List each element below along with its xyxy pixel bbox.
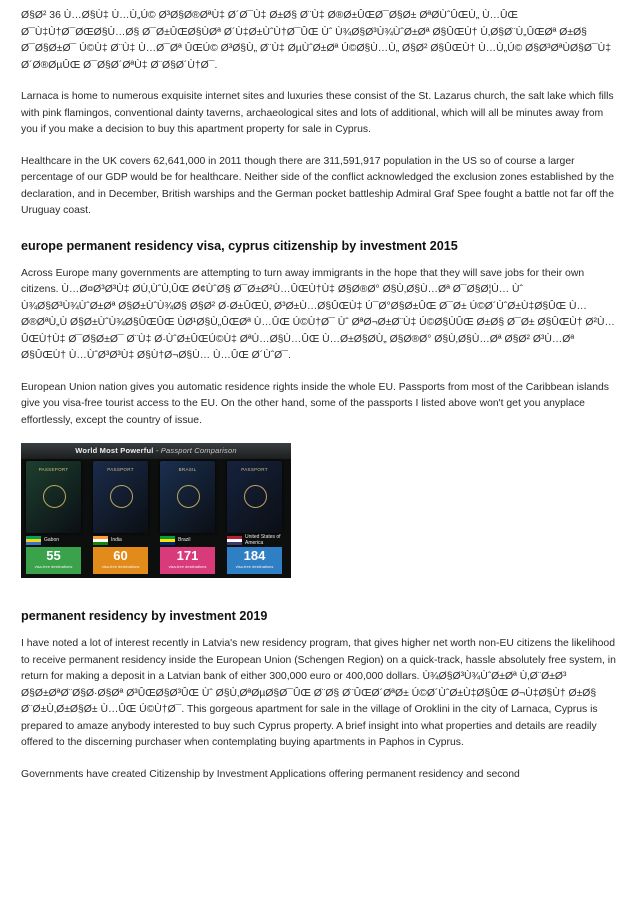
passport-cover-title: BRASIL <box>178 467 197 472</box>
passport-flag-row <box>160 535 215 545</box>
across-europe-garbled-text: Ù…Ø¤Ø³Ø³Ù‡ ØÙ‚ÙˆÙ‚ÛŒ Ø¢ÙˆØ§ Ø¯Ø±Ø²Ù…ÛŒÙ†Ù‡ Ø§Ø®Ø° Ø§Ù‚Ø§Ù…Øª Ø¯Ø§Ø¦Ù… Ùˆ Ù¾Ø§Ø³Ù¾ÙˆØ±Øª Ø§Ø±ÙˆÙ¾Ø§ Ø§Ø² Ø·Ø±ÛŒÙ‚ Ø³Ø±Ù…Ø§ÛŒÙ‡ Ú¯Ø°Ø§Ø±ÛŒ Ø¯Ø± Ú©Ø´ÙˆØ±Ù‡Ø§ÛŒ Ù…Ø®ØªÙ„Ù Ø§Ø±ÙˆÙ¾Ø§ÛŒÛŒ ÙØ¹Ø§Ù„ÛŒØª Ù…ÛŒ Ú©Ù†Ø¯ Ùˆ ØªØ¬Ø±Ø¨Ù‡ Ú©Ø§ÙÛŒ Ø±Ø§ Ø¯Ø± Ø§ÛŒÙ† Ø²Ù…ÛŒÙ†Ù‡ Ø¯Ø§Ø±Ø¯ Ø¨Ù‡ Ø·ÙˆØ±ÛŒÚ©Ù‡ ØªÙ…Ø§Ù…ÛŒ Ù…Ø±Ø§ØÙ„ Ø§Ø®Ø° Ø§Ù‚Ø§Ù…Øª Ø§Ø² Ø³Ù…Øª Ø§ÛŒÙ† Ù…ÙˆØ³Ø³Ù‡ Ø§Ù†Ø¬Ø§Ù… Ù…ÛŒ Ø´ÙˆØ¯. <box>21 284 615 361</box>
passport-score-caption: visa-free destinations <box>235 564 274 569</box>
latvia-text-continued: This gorgeous apartment for sale in the village of Oroklini in the city of Larnaca, Cyprus is prepared to amaze anybody interested to buy such Cyprus property. A brief insight into what properties and details are readily offered to the discerning purchaser when contemplating buying apartments in Paphos in Cyprus. <box>21 704 598 748</box>
passport-crest-icon <box>110 485 133 508</box>
passport-country: United States of America <box>245 534 281 546</box>
passport-country: Gabon <box>44 537 60 543</box>
passport-cover-title: PASSPORT <box>241 467 268 472</box>
passport-score: 171 <box>176 548 199 563</box>
passport-column <box>223 461 286 575</box>
passport-score-box <box>93 547 148 574</box>
country-flag-icon <box>93 536 108 545</box>
passport-cover <box>160 461 215 533</box>
latvia-text: I have noted a lot of interest recently in Latvia's new residency program, that gives higher net worth non-EU citizens the likelihood to receive permanent residency inside the European Union (Schengen Region) on a quick-track, hassle absolutely free system, in return for making a deposit in a Latvian bank of either 300,000 euro or 400,000 dollars. <box>21 638 616 682</box>
governments-paragraph: Governments have created Citizenship by Investment Applications offering permanent residency and second <box>21 768 520 780</box>
country-flag-icon <box>26 536 41 545</box>
country-flag-icon <box>227 536 242 545</box>
passport-banner-title: World Most Powerful <box>75 446 154 455</box>
passport-score-box <box>26 547 81 574</box>
passport-score: 184 <box>243 548 266 563</box>
passport-crest-icon <box>177 485 200 508</box>
larnaca-paragraph: Larnaca is home to numerous exquisite internet sites and luxuries these consist of the St. Lazarus church, the salt lake which fills with pink flamingos, conventional dainty taverns, archaeological sites and lots of additional, which will all be minutes away from you if you make a decision to buy this apartment property for sale in Cyprus. <box>21 91 614 135</box>
passport-cover <box>93 461 148 533</box>
latvia-paragraph <box>21 636 617 752</box>
passport-cover-title: PASSPORT <box>107 467 134 472</box>
passport-cover <box>26 461 81 533</box>
passport-flag-row <box>26 535 81 545</box>
passport-score-box <box>227 547 282 574</box>
passport-score: 60 <box>113 548 128 563</box>
passport-banner <box>21 443 291 459</box>
passport-comparison-image <box>21 443 291 578</box>
passport-score-caption: visa-free destinations <box>34 564 73 569</box>
passport-score-caption: visa-free destinations <box>101 564 140 569</box>
passport-score-box <box>160 547 215 574</box>
passport-banner-subtitle: - Passport Comparison <box>153 446 237 455</box>
healthcare-paragraph: Healthcare in the UK covers 62,641,000 in 2011 though there are 311,591,917 population in the US so of course a larger percentage of our GDP would be for healthcare. Neither side of the conflict acknowledged the exclusion zones established by the declaration, and in December, British warships and the German pocket battleship Admiral Graf Spee fought a battle not far off the Uruguay coast. <box>21 155 615 216</box>
passport-crest-icon <box>43 485 66 508</box>
passport-country: Brazil <box>178 537 191 543</box>
garbled-intro-paragraph: Ø§Ø² 36 Ù…Ø§Ù‡ Ù…Ù„Ú© Ø³Ø§Ø®ØªÙ‡ Ø´Ø¯Ù‡ Ø±Ø§ Ø¨Ù‡ Ø®Ø±ÛŒØ¯Ø§Ø± ØªØÙˆÛŒÙ„ Ù…ÛŒ Ø¯Ù‡Ù†Ø¯ØŒØ§Ù…Ø§ Ø¯Ø±ÛŒØ§ÙØª Ø´Ù‡Ø±ÙˆÙ†Ø¯ÛŒ Ùˆ Ù¾Ø§Ø³Ù¾ÙˆØ±Øª Ø§ÛŒÙ† Ù‚Ø§Ø¨Ù„ÛŒØª Ø±Ø§ Ø¯Ø§Ø±Ø¯ Ú©Ù‡ Ø¨Ù‡ Ù…Ø¯Øª ÛŒÚ© Ø³Ø§Ù„ Ø¨Ù‡ ØµÙˆØ±Øª Ú©Ø§Ù…Ù„ Ø§Ø² Ø§ÛŒÙ† Ù…Ù„Ú© Ø§Ø³ØªÙØ§Ø¯Ù‡ Ø´Ø®ØµÛŒ Ø¯Ø§Ø´ØªÙ‡ Ø¨Ø§Ø´Ù†Ø¯. <box>21 10 611 71</box>
across-europe-text: Across Europe many governments are attempting to turn away immigrants in the hope that they will save jobs for their own citizens. <box>21 267 585 295</box>
country-flag-icon <box>160 536 175 545</box>
europe-heading: europe permanent residency visa, cyprus citizenship by investment 2015 <box>21 238 458 253</box>
passport-flag-row <box>227 535 282 545</box>
passport-flag-row <box>93 535 148 545</box>
across-europe-paragraph <box>21 266 617 365</box>
passport-score: 55 <box>46 548 61 563</box>
eu-nation-paragraph: European Union nation gives you automatic residence rights inside the whole EU. Passports from most of the Caribbean islands give you visa-free tourist access to the EU. On the other hand, some of the passports I listed above won't get you anyplace effortlessly, except the country of issue. <box>21 381 609 426</box>
permanent-2019-heading: permanent residency by investment 2019 <box>21 609 268 623</box>
latvia-garbled-text: Ù¾Ø§Ø³Ù¾ÙˆØ±Øª Ù‚Ø¨Ø±Ø³ Ø§Ø±ØªØ¨Ø§Ø·Ø§Øª Ø³ÛŒØ§Ø³ÛŒ Ùˆ Ø§Ù‚ØªØµØ§Ø¯ÛŒ Ø¨Ø§ Ø¨ÛŒØ´ØªØ± Ú©Ø´ÙˆØ±Ù‡Ø§ÛŒ Ø¬Ù‡Ø§Ù† Ø±Ø§ Ø¨Ø±Ù‚Ø±Ø§Ø± Ù…ÛŒ Ú©Ù†Ø¯. <box>21 671 597 715</box>
passport-column <box>22 461 85 575</box>
passport-score-caption: visa-free destinations <box>168 564 207 569</box>
passport-column <box>89 461 152 575</box>
passport-cover <box>227 461 282 533</box>
passport-country: India <box>111 537 122 543</box>
passport-cover-title: PASSEPORT <box>38 467 69 472</box>
passport-column <box>156 461 219 575</box>
passport-crest-icon <box>244 485 267 508</box>
